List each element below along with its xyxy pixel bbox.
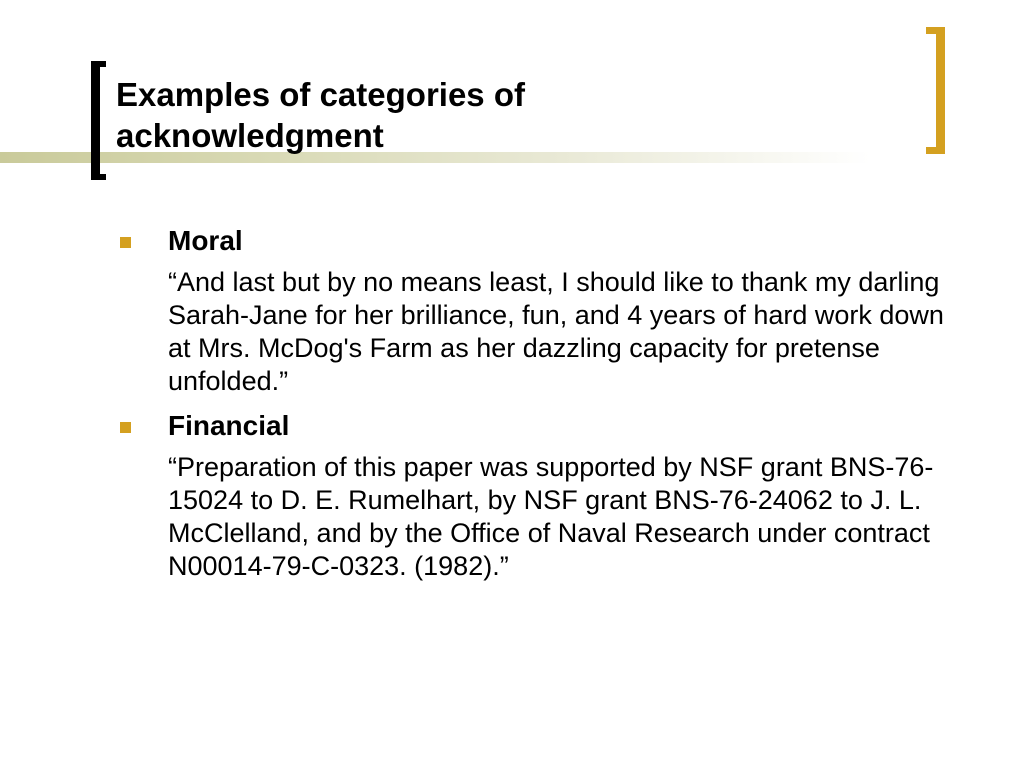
category-label: Moral [168, 225, 243, 256]
list-item-financial [116, 407, 976, 583]
category-label: Financial [168, 410, 290, 441]
left-bracket-decoration [91, 61, 106, 180]
category-quote: “Preparation of this paper was supported by NSF grant BNS-76-15024 to D. E. Rumelhart, by NSF grant BNS-76-24062 to J. L. McClelland, and by the Office of Naval Research under contract N00014-79-C-0323. (1982).” [168, 452, 934, 581]
list-item-moral [116, 222, 976, 398]
square-bullet-icon [120, 237, 131, 248]
right-bracket-decoration [926, 27, 945, 154]
slide-title: Examples of categories of acknowledgment [116, 76, 525, 154]
category-quote: “And last but by no means least, I should like to thank my darling Sarah-Jane for her brilliance, fun, and 4 years of hard work down at Mrs. McDog's Farm as her dazzling capacity for pretense unfolded.” [168, 267, 944, 396]
bullet-list [116, 222, 976, 583]
square-bullet-icon [120, 422, 131, 433]
